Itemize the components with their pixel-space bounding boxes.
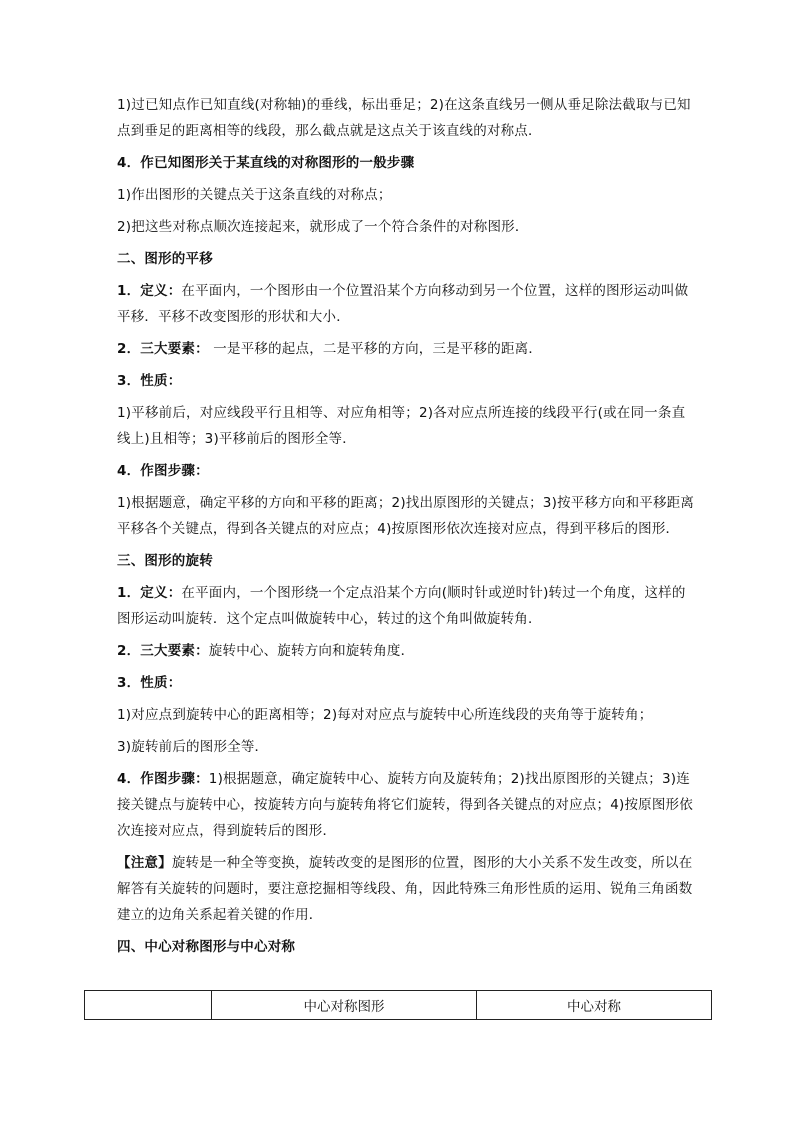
- paragraph-text: 在平面内，一个图形绕一个定点沿某个方向(顺时针或逆时针)转过一个角度，这样的图形运动叫旋转．这个定点叫做旋转中心，转过的这个角叫做旋转角．: [117, 585, 686, 627]
- paragraph-text: 3)旋转前后的图形全等．: [117, 739, 269, 755]
- central-symmetry-table: [84, 990, 712, 1020]
- paragraph-heading: 4．作已知图形关于某直线的对称图形的一般步骤: [117, 155, 415, 171]
- paragraph: [117, 336, 697, 362]
- paragraph-heading: 三、图形的旋转: [117, 553, 213, 569]
- paragraph-heading: 【注意】: [117, 855, 172, 871]
- paragraph: [117, 670, 697, 696]
- paragraph: [117, 368, 697, 394]
- paragraph-text: 1)作出图形的关键点关于这条直线的对称点；: [117, 187, 392, 203]
- paragraph: [117, 734, 697, 760]
- paragraph-text: 2)把这些对称点顺次连接起来，就形成了一个符合条件的对称图形．: [117, 219, 529, 235]
- table-header-cell-central-symmetry: 中心对称: [477, 991, 712, 1020]
- paragraph: [117, 400, 697, 452]
- paragraph-heading: 4．作图步骤：: [117, 463, 209, 479]
- paragraph-heading: 2．三大要素：: [117, 643, 209, 659]
- paragraph-heading: 2．三大要素：: [117, 341, 209, 357]
- paragraph-heading: 1．定义：: [117, 283, 182, 299]
- paragraph: [117, 458, 697, 484]
- paragraph-heading: 4．作图步骤：: [117, 771, 209, 787]
- paragraph-heading: 二、图形的平移: [117, 251, 213, 267]
- paragraph: [117, 92, 697, 144]
- table-header-cell-empty: [85, 991, 212, 1020]
- paragraph: [117, 850, 697, 928]
- paragraph: [117, 246, 697, 272]
- paragraph: [117, 490, 697, 542]
- table-header-cell-central-symmetric-figure: 中心对称图形: [212, 991, 477, 1020]
- paragraph-text: 1)根据题意，确定旋转中心、旋转方向及旋转角；2)找出原图形的关键点；3)连接关键点与旋转中心，按旋转方向与旋转角将它们旋转，得到各关键点的对应点；4)按原图形依次连接对应点，得到旋转后的图形．: [117, 771, 693, 839]
- paragraph-text: 1)过已知点作已知直线(对称轴)的垂线，标出垂足；2)在这条直线另一侧从垂足除法截取与已知点到垂足的距离相等的线段，那么截点就是这点关于该直线的对称点．: [117, 97, 691, 139]
- paragraph-heading: 3．性质：: [117, 373, 182, 389]
- paragraph: [117, 934, 697, 960]
- paragraph-text: 1)根据题意，确定平移的方向和平移的距离；2)找出原图形的关键点；3)按平移方向和平移距离平移各个关键点，得到各关键点的对应点；4)按原图形依次连接对应点，得到平移后的图形．: [117, 495, 695, 537]
- paragraph: [117, 580, 697, 632]
- paragraph-heading: 3．性质：: [117, 675, 182, 691]
- paragraph: [117, 766, 697, 844]
- paragraph: [117, 638, 697, 664]
- paragraph-text: 旋转中心、旋转方向和旋转角度．: [208, 643, 415, 659]
- paragraph-text: 在平面内，一个图形由一个位置沿某个方向移动到另一个位置，这样的图形运动叫做平移．平移不改变图形的形状和大小．: [117, 283, 689, 325]
- paragraph: [117, 150, 697, 176]
- paragraph-text: 旋转是一种全等变换，旋转改变的是图形的位置，图形的大小关系不发生改变，所以在解答有关旋转的问题时，要注意挖掘相等线段、角，因此特殊三角形性质的运用、锐角三角函数建立的边角关系起着关键的作用．: [117, 855, 693, 923]
- paragraph-text: 1)对应点到旋转中心的距离相等；2)每对对应点与旋转中心所连线段的夹角等于旋转角；: [117, 707, 653, 723]
- paragraph: [117, 278, 697, 330]
- table-row: [85, 991, 712, 1020]
- paragraph-text: 1)平移前后，对应线段平行且相等、对应角相等；2)各对应点所连接的线段平行(或在同一条直线上)且相等；3)平移前后的图形全等．: [117, 405, 686, 447]
- paragraph: [117, 214, 697, 240]
- paragraph: [117, 702, 697, 728]
- paragraph-heading: 1．定义：: [117, 585, 182, 601]
- document-content: [117, 92, 697, 966]
- paragraph-text: 一是平移的起点，二是平移的方向，三是平移的距离．: [208, 341, 543, 357]
- paragraph: [117, 548, 697, 574]
- paragraph: [117, 182, 697, 208]
- paragraph-heading: 四、中心对称图形与中心对称: [117, 939, 296, 955]
